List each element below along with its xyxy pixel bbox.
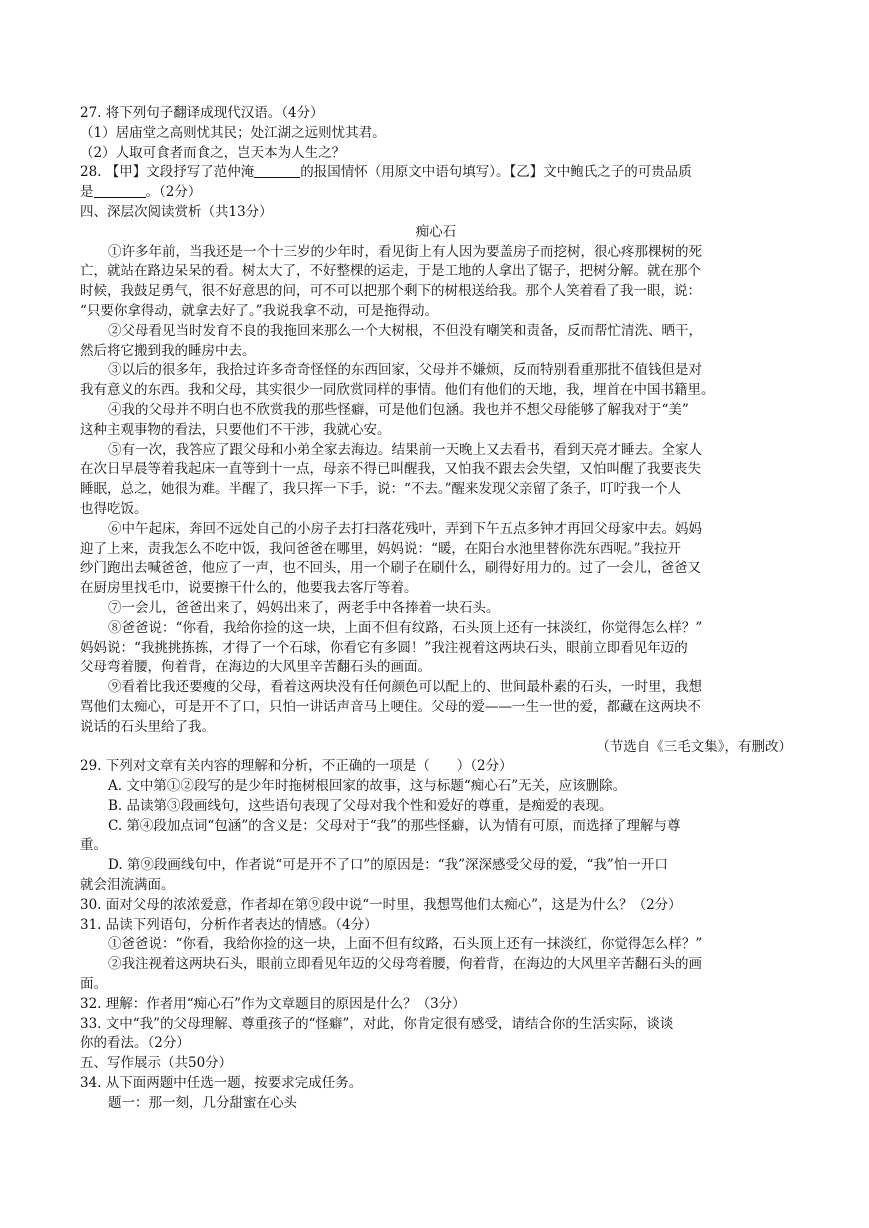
- article-line: 睡眠，总之，她很为难。半醒了，我只挥一下手，说：“不去。”醒来发现父亲留了条子，叮咛我一个人: [80, 481, 682, 498]
- article-line: 然后将它搬到我的睡房中去。: [80, 342, 256, 359]
- q34-stem: 34. 从下面两题中任选一题，按要求完成任务。: [80, 1075, 363, 1092]
- article-line: 父母弯着腰，佝着背，在海边的大风里辛苦翻石头的画面。: [80, 659, 431, 676]
- q29-option-d-cont: 就会泪流满面。: [80, 877, 175, 894]
- q29-option-c: C. 第④段加点词“包涵”的含义是：父母对于“我”的那些怪癖，认为情有可原，而选择了理解与尊: [108, 817, 681, 834]
- article-line: 说话的石头里给了我。: [80, 718, 215, 735]
- article-title: 痴心石: [415, 223, 457, 240]
- q27-item-1: （1）居庙堂之高则忧其民；处江湖之远则忧其君。: [80, 124, 386, 141]
- q29-option-d: D. 第⑨段画线句中，作者说“可是开不了口”的原因是：“我”深深感受父母的爱，“我”怕一开口: [108, 857, 668, 874]
- q28-blank-1[interactable]: [254, 163, 300, 178]
- article-source: （节选自《三毛文集》，有删改）: [596, 738, 792, 755]
- article-line: ⑧爸爸说：“你看，我给你捡的这一块，上面不但有纹路，石头顶上还有一抹淡红，你觉得怎么样？”: [108, 619, 703, 636]
- q28-blank-2[interactable]: [94, 183, 146, 198]
- q28-text-a: 28. 【甲】文段抒写了范仲淹: [80, 164, 255, 181]
- article-line: 纱门跑出去喊爸爸，他应了一声，也不回头，用一个刷子在刷什么，刷得好用力的。过了一会儿，爸爸又: [80, 560, 701, 577]
- article-line: ②父母看见当时发育不良的我拖回来那么一个大树根，不但没有嘲笑和责备，反而帮忙清洗、晒干，: [108, 322, 702, 339]
- q28-text-d: 。（2分）: [145, 184, 202, 201]
- article-line: 亡，就站在路边呆呆的看。树太大了，不好整棵的运走，于是工地的人拿出了锯子，把树分解。就在那个: [80, 263, 701, 280]
- article-line: ③以后的很多年，我拾过许多奇奇怪怪的东西回家，父母并不嫌烦，反而特别看重那批不值钱但是对: [108, 362, 702, 379]
- article-line: 时候，我鼓足勇气，很不好意思的问，可不可以把那个剩下的树根送给我。那个人笑着看了我一眼，说：: [80, 283, 701, 300]
- article-line: 妈妈说：“我挑挑拣拣，才得了一个石球，你看它有多圆！”我注视着这两块石头，眼前立即看见年迈的: [80, 639, 688, 656]
- q29-stem: 29. 下列对文章有关内容的理解和分析，不正确的一项是（ ）（2分）: [80, 758, 513, 775]
- q27-item-2: （2）人取可食者而食之，岂天本为人生之？: [80, 144, 346, 161]
- article-line: “只要你拿得动，就拿去好了。”我说我拿不动，可是拖得动。: [80, 302, 439, 319]
- q32-text: 32. 理解：作者用“痴心石”作为文章题目的原因是什么？（3分）: [80, 995, 466, 1012]
- q31-stem: 31. 品读下列语句，分析作者表达的情感。（4分）: [80, 916, 378, 933]
- article-line: 这种主观事物的看法，只要他们不干涉，我就心安。: [80, 421, 391, 438]
- q34-topic-1: 题一：那一刻，几分甜蜜在心头: [108, 1094, 297, 1111]
- article-line: ⑨看着比我还要瘦的父母，看着这两块没有任何颜色可以配上的、世间最朴素的石头，一时里，我想: [108, 679, 702, 696]
- q31-item-1: ①爸爸说：“你看，我给你捡的这一块，上面不但有纹路，石头顶上还有一抹淡红，你觉得怎么样？”: [108, 936, 703, 953]
- article-line: 我有意义的东西。我和父母，其实很少一同欣赏同样的事情。他们有他们的天地，我，埋首在中国书籍里。: [80, 382, 715, 399]
- q33-line-2: 你的看法。（2分）: [80, 1035, 190, 1052]
- exam-page: [80, 104, 792, 1114]
- q27-title: 27. 将下列句子翻译成现代汉语。（4分）: [80, 105, 324, 121]
- q29-option-c-cont: 重。: [80, 837, 107, 854]
- section-4-title: 四、深层次阅读赏析（共13分）: [80, 203, 273, 220]
- q28-line-1: [80, 163, 792, 183]
- article-line: ⑤有一次，我答应了跟父母和小弟全家去海边。结果前一天晚上又去看书，看到天亮才睡去。全家人: [108, 441, 702, 458]
- article-line: 迎了上来，责我怎么不吃中饭，我问爸爸在哪里，妈妈说：“暖，在阳台水池里替你洗东西呢。”我拉开: [80, 540, 682, 557]
- q30-text: 30. 面对父母的浓浓爱意，作者却在第⑨段中说“一时里，我想骂他们太痴心”，这是为什么？（2分）: [80, 896, 682, 913]
- q31-item-2: ②我注视着这两块石头，眼前立即看见年迈的父母弯着腰，佝着背，在海边的大风里辛苦翻石头的画: [108, 956, 702, 973]
- article-line: ④我的父母并不明白也不欣赏我的那些怪癖，可是他们包涵。我也并不想父母能够了解我对于“美”: [108, 401, 689, 418]
- article-line: 在厨房里找毛巾，说要擦干什么的，他要我去客厅等着。: [80, 580, 418, 597]
- q28-text-c: 是: [80, 184, 94, 201]
- q28-text-b: 的报国情怀（用原文中语句填写）。【乙】文中鲍氏之子的可贵品质: [300, 164, 692, 181]
- section-5-title: 五、写作展示（共50分）: [80, 1055, 233, 1072]
- article-line: 也得吃饭。: [80, 500, 148, 517]
- article-line: 骂他们太痴心，可是开不了口，只怕一讲话声音马上哽住。父母的爱——一生一世的爱，都藏在这两块不: [80, 698, 701, 715]
- article-line: ①许多年前，当我还是一个十三岁的少年时，看见街上有人因为要盖房子而挖树，很心疼那棵树的死: [108, 243, 702, 260]
- q28-line-2: [80, 183, 792, 203]
- article-body: [80, 243, 792, 738]
- q29-option-b: B. 品读第③段画线句，这些语句表现了父母对我个性和爱好的尊重，是痴爱的表现。: [108, 797, 613, 814]
- q29-option-a: A. 文中第①②段写的是少年时拖树根回家的故事，这与标题“痴心石”无关，应该删除。: [108, 778, 627, 795]
- article-line: 在次日早晨等着我起床一直等到十一点，母亲不得已叫醒我，又怕我不跟去会失望，又怕叫醒了我要丧失: [80, 461, 701, 478]
- q33-line-1: 33. 文中“我”的父母理解、尊重孩子的“怪癖”，对此，你肯定很有感受，请结合你的生活实际，谈谈: [80, 1015, 674, 1032]
- q31-item-2-cont: 面。: [80, 976, 107, 993]
- article-line: ⑥中午起床，奔回不远处自己的小房子去打扫落花残叶，弄到下午五点多钟才再回父母家中去。妈妈: [108, 520, 702, 537]
- article-line: ⑦一会儿，爸爸出来了，妈妈出来了，两老手中各捧着一块石头。: [108, 599, 500, 616]
